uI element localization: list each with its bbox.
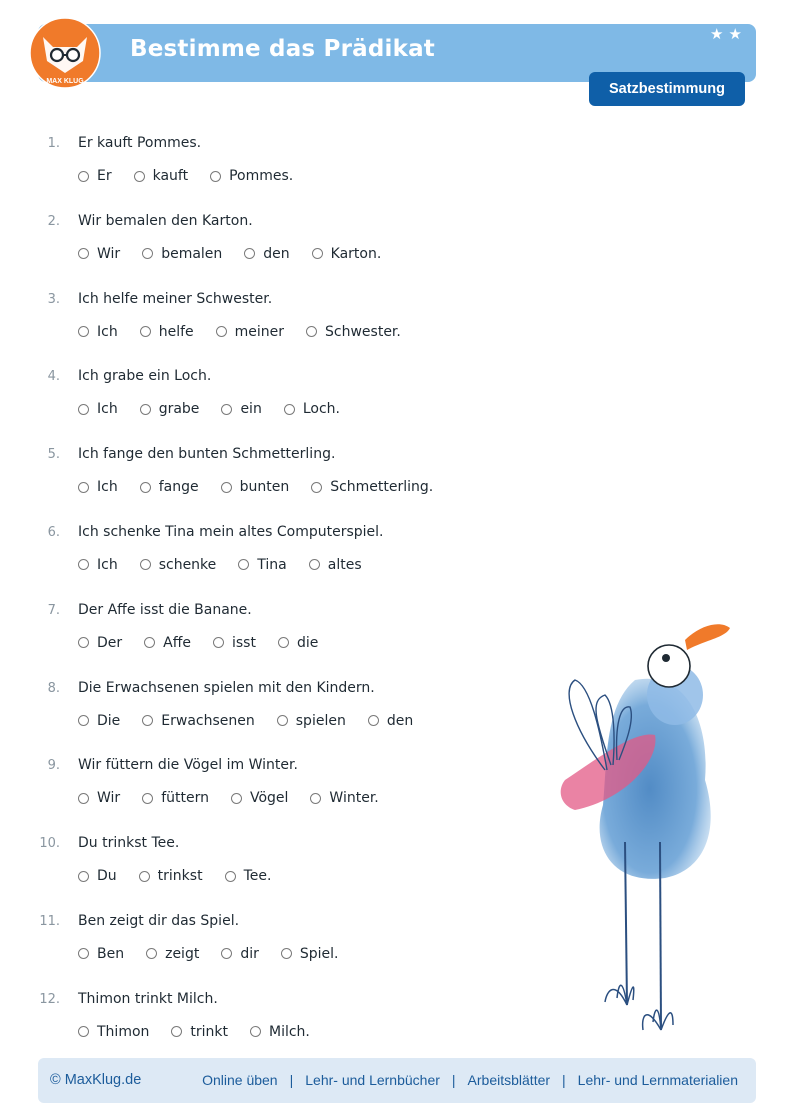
footer-separator: | (562, 1072, 566, 1088)
option-label: Winter. (329, 790, 379, 807)
answer-option[interactable] (225, 868, 272, 884)
radio-button[interactable] (310, 793, 321, 804)
option-label: meiner (234, 323, 285, 340)
question-sentence: Wir bemalen den Karton. (78, 212, 253, 229)
option-label: Ich (97, 479, 118, 496)
radio-button[interactable] (142, 793, 153, 804)
answer-option[interactable] (221, 479, 290, 495)
answer-option[interactable] (306, 324, 401, 340)
option-label: Der (97, 634, 123, 651)
radio-button[interactable] (221, 948, 232, 959)
question-item (0, 365, 560, 443)
option-label: spielen (295, 712, 346, 729)
option-label: Schmetterling. (330, 479, 434, 496)
answer-option[interactable] (312, 246, 382, 262)
maxklug-logo (29, 17, 101, 89)
answer-option[interactable] (78, 713, 120, 729)
question-number: 3. (47, 291, 60, 307)
option-label: Ich (97, 323, 118, 340)
svg-text:MAX KLUG: MAX KLUG (46, 78, 84, 85)
answer-option[interactable] (368, 713, 413, 729)
option-label: helfe (158, 323, 194, 340)
question-item (0, 754, 560, 832)
answer-option[interactable] (244, 246, 289, 262)
answer-options (78, 557, 384, 573)
question-number: 11. (39, 913, 60, 929)
option-label: Affe (163, 634, 191, 651)
answer-option[interactable] (142, 713, 254, 729)
option-label: Tina (257, 556, 287, 573)
answer-option[interactable] (210, 168, 293, 184)
option-label: ein (240, 401, 262, 418)
option-label: Milch. (269, 1023, 310, 1040)
option-label: Spiel. (299, 945, 339, 962)
option-label: grabe (158, 401, 200, 418)
answer-option[interactable] (142, 246, 222, 262)
radio-button[interactable] (78, 1026, 89, 1037)
answer-option[interactable] (78, 868, 117, 884)
difficulty-stars: ★★ (710, 25, 747, 43)
question-sentence: Thimon trinkt Milch. (78, 990, 218, 1007)
option-label: trinkt (190, 1023, 228, 1040)
answer-options (78, 479, 455, 495)
radio-button[interactable] (312, 248, 323, 259)
option-label: die (296, 634, 319, 651)
radio-button[interactable] (225, 871, 236, 882)
radio-button[interactable] (78, 871, 89, 882)
radio-button[interactable] (171, 1026, 182, 1037)
answer-option[interactable] (78, 557, 118, 573)
answer-option[interactable] (221, 946, 259, 962)
radio-button[interactable] (213, 637, 224, 648)
option-label: Tee. (243, 868, 272, 885)
answer-option[interactable] (213, 635, 256, 651)
question-item (0, 521, 560, 599)
answer-option[interactable] (171, 1024, 228, 1040)
option-label: Ich (97, 401, 118, 418)
answer-option[interactable] (146, 946, 199, 962)
question-sentence: Die Erwachsenen spielen mit den Kindern. (78, 679, 375, 696)
radio-button[interactable] (142, 248, 153, 259)
radio-button[interactable] (368, 715, 379, 726)
question-sentence: Ich schenke Tina mein altes Computerspiel. (78, 523, 384, 540)
answer-option[interactable] (140, 479, 199, 495)
radio-button[interactable] (216, 326, 227, 337)
question-number: 12. (39, 991, 60, 1007)
answer-option[interactable] (284, 401, 340, 417)
radio-button[interactable] (309, 559, 320, 570)
answer-options (78, 1024, 332, 1040)
question-number: 10. (39, 836, 60, 852)
option-label: Wir (97, 790, 121, 807)
option-label: Du (97, 868, 117, 885)
option-label: trinkst (157, 868, 203, 885)
question-number: 1. (47, 136, 60, 151)
question-sentence: Ben zeigt dir das Spiel. (78, 912, 240, 929)
answer-option[interactable] (78, 635, 122, 651)
question-item (0, 599, 560, 677)
page-title: Bestimme das Prädikat (130, 36, 435, 62)
answer-option[interactable] (134, 168, 189, 184)
question-number: 9. (47, 758, 60, 774)
answer-option[interactable] (281, 946, 339, 962)
footer-links (202, 1072, 738, 1088)
question-item (0, 132, 560, 210)
option-label: füttern (161, 790, 209, 807)
answer-option[interactable] (78, 324, 118, 340)
radio-button[interactable] (238, 559, 249, 570)
question-item (0, 910, 560, 988)
option-label: bemalen (161, 245, 223, 262)
question-sentence: Du trinkst Tee. (78, 835, 180, 852)
question-item (0, 210, 560, 288)
answer-options (78, 713, 435, 729)
answer-options (78, 868, 293, 884)
answer-option[interactable] (140, 324, 194, 340)
question-item (0, 832, 560, 910)
question-sentence: Der Affe isst die Banane. (78, 601, 252, 618)
option-label: den (263, 245, 290, 262)
answer-option[interactable] (278, 635, 318, 651)
radio-button[interactable] (221, 482, 232, 493)
answer-option[interactable] (277, 713, 346, 729)
question-item (0, 443, 560, 521)
answer-option[interactable] (311, 479, 433, 495)
answer-option[interactable] (78, 401, 118, 417)
radio-button[interactable] (78, 793, 89, 804)
option-label: isst (232, 634, 256, 651)
footer (38, 1058, 756, 1103)
radio-button[interactable] (139, 871, 150, 882)
radio-button[interactable] (78, 482, 89, 493)
option-label: Ich (97, 556, 118, 573)
answer-option[interactable] (216, 324, 284, 340)
radio-button[interactable] (78, 326, 89, 337)
option-label: kauft (152, 168, 189, 184)
question-number: 6. (47, 524, 60, 540)
question-sentence: Wir füttern die Vögel im Winter. (78, 757, 298, 774)
answer-option[interactable] (78, 946, 124, 962)
option-label: Karton. (330, 245, 382, 262)
answer-option[interactable] (250, 1024, 310, 1040)
radio-button[interactable] (140, 404, 151, 415)
option-label: dir (240, 945, 259, 962)
answer-option[interactable] (231, 790, 288, 806)
radio-button[interactable] (142, 715, 153, 726)
radio-button[interactable] (78, 715, 89, 726)
radio-button[interactable] (278, 637, 289, 648)
option-label: Wir (97, 245, 121, 262)
option-label: bunten (239, 479, 290, 496)
radio-button[interactable] (140, 326, 151, 337)
question-number: 7. (47, 602, 60, 618)
footer-link[interactable]: Lehr- und Lernmaterialien (577, 1072, 738, 1088)
radio-button[interactable] (78, 171, 89, 182)
footer-separator: | (289, 1072, 294, 1088)
option-label: fange (158, 479, 199, 496)
answer-options (78, 324, 423, 340)
radio-button[interactable] (78, 248, 89, 259)
footer-link[interactable]: Online üben (202, 1072, 278, 1088)
answer-option[interactable] (78, 1024, 149, 1040)
option-label: Vögel (249, 790, 289, 807)
footer-link[interactable]: Arbeitsblätter (467, 1072, 551, 1088)
radio-button[interactable] (231, 793, 242, 804)
radio-button[interactable] (78, 637, 89, 648)
option-label: Erwachsenen (161, 712, 255, 729)
answer-options (78, 635, 340, 651)
option-label: Ben (97, 945, 125, 962)
answer-option[interactable] (309, 557, 362, 573)
radio-button[interactable] (78, 948, 89, 959)
radio-button[interactable] (281, 948, 292, 959)
question-list (0, 132, 560, 1066)
answer-option[interactable] (78, 246, 120, 262)
question-number: 4. (47, 369, 60, 385)
footer-separator: | (451, 1072, 456, 1088)
answer-options (78, 246, 403, 262)
option-label: Schwester. (325, 323, 401, 340)
bird-icon (535, 610, 765, 1060)
radio-button[interactable] (284, 404, 295, 415)
option-label: zeigt (165, 945, 200, 962)
answer-option[interactable] (140, 557, 217, 573)
answer-option[interactable] (78, 479, 118, 495)
option-label: Pommes. (229, 168, 294, 184)
question-number: 5. (47, 447, 60, 463)
answer-option[interactable] (142, 790, 209, 806)
footer-link[interactable]: Lehr- und Lernbücher (305, 1072, 440, 1088)
option-label: den (386, 712, 414, 729)
radio-button[interactable] (78, 559, 89, 570)
footer-copyright[interactable]: © MaxKlug.de (50, 1072, 142, 1088)
answer-option[interactable] (310, 790, 378, 806)
question-sentence: Ich helfe meiner Schwester. (78, 290, 273, 307)
option-label: schenke (158, 556, 217, 573)
question-number: 2. (47, 213, 60, 229)
question-sentence: Ich fange den bunten Schmetterling. (78, 446, 336, 463)
question-item (0, 677, 560, 755)
radio-button[interactable] (134, 171, 145, 182)
answer-option[interactable] (144, 635, 191, 651)
answer-option[interactable] (78, 790, 120, 806)
answer-option[interactable] (78, 168, 112, 184)
radio-button[interactable] (78, 404, 89, 415)
answer-option[interactable] (238, 557, 286, 573)
answer-option[interactable] (140, 401, 200, 417)
radio-button[interactable] (244, 248, 255, 259)
answer-options (78, 790, 401, 806)
option-label: altes (327, 556, 362, 573)
question-sentence: Ich grabe ein Loch. (78, 368, 212, 385)
radio-button[interactable] (146, 948, 157, 959)
radio-button[interactable] (311, 482, 322, 493)
radio-button[interactable] (221, 404, 232, 415)
option-label: Thimon (97, 1023, 150, 1040)
option-label: Die (97, 712, 121, 729)
answer-option[interactable] (139, 868, 203, 884)
radio-button[interactable] (144, 637, 155, 648)
answer-options (78, 168, 315, 184)
radio-button[interactable] (140, 559, 151, 570)
question-item (0, 288, 560, 366)
radio-button[interactable] (306, 326, 317, 337)
radio-button[interactable] (277, 715, 288, 726)
option-label: Loch. (302, 401, 340, 418)
answer-options (78, 401, 362, 417)
radio-button[interactable] (140, 482, 151, 493)
category-badge: Satzbestimmung (589, 72, 745, 106)
answer-option[interactable] (221, 401, 261, 417)
question-sentence: Er kauft Pommes. (78, 135, 202, 151)
question-number: 8. (47, 680, 60, 696)
radio-button[interactable] (250, 1026, 261, 1037)
option-label: Er (97, 168, 112, 184)
radio-button[interactable] (210, 171, 221, 182)
answer-options (78, 946, 361, 962)
question-item (0, 988, 560, 1066)
